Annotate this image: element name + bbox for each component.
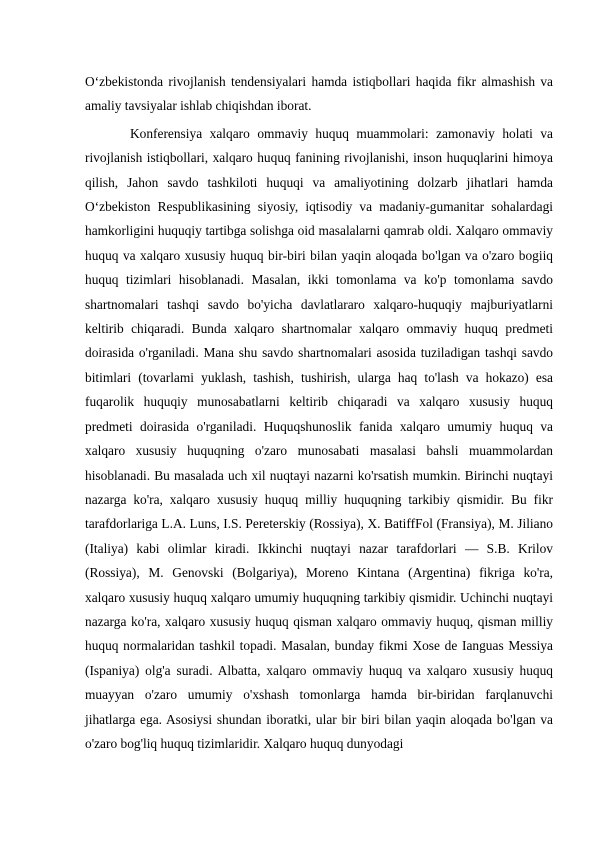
intro-paragraph: O‘zbekistonda rivojlanish tendensiyalari hamda istiqbollari haqida fikr almashish va amaliy tavsiyalar ishlab chiqishdan iborat. <box>85 74 553 114</box>
body-paragraph: Konferensiya xalqaro ommaviy huquq muammolari: zamonaviy holati va rivojlanish istiqbollari, xalqaro huquq fanining rivojlanishi, inson huquqlarini himoya qilish, Jahon savdo tashkiloti huquqi va amaliyotining dolzarb jihatlari hamda O‘zbekiston Respublikasining siyosiy, iqtisodiy va madaniy-gumanitar sohalardagi hamkorligini huquqiy tartibga solishga oid masalalarni qamrab oldi. Xalqaro ommaviy huquq va xalqaro xususiy huquq bir-biri bilan yaqin aloqada bo'lgan va o'zaro bogiiq huquq tizimlari hisoblanadi. Masalan, ikki tomonlama va ko'p tomonlama savdo shartnomalari tashqi savdo bo'yicha davlatlararo xalqaro-huquqiy majburiyatlarni keltirib chiqaradi. Bunda xalqaro shartnomalar xalqaro ommaviy huquq predmeti doirasida o'rganiladi. Mana shu savdo shartnomalari asosida tuziladigan tashqi savdo bitimlari (tovarlami yuklash, tashish, tushirish, ularga haq to'lash va hokazo) esa fuqarolik huquqiy munosabatlarni keltirib chiqaradi va xalqaro xususiy huquq predmeti doirasida o'rganiladi. Huquqshunoslik fanida xalqaro umumiy huquq va xalqaro xususiy huquqning o'zaro munosabati masalasi bahsli muammolardan hisoblanadi. Bu masalada uch xil nuqtayi nazarni ko'rsatish mumkin. Birinchi nuqtayi nazarga ko'ra, xalqaro xususiy huquq milliy huquqning tarkibiy qismidir. Bu fikr tarafdorlariga L.A. Luns, I.S. Pereterskiy (Rossiya), X. BatiffFol (Fransiya), M. Jiliano (Italiya) kabi olimlar kiradi. Ikkinchi nuqtayi nazar tarafdorlari — S.B. Krilov (Rossiya), M. Genovski (Bolgariya), Moreno Kintana (Argentina) fikriga ko'ra, xalqaro xususiy huquq xalqaro umumiy huquqning tarkibiy qismidir. Uchinchi nuqtayi nazarga ko'ra, xalqaro xususiy huquq qisman xalqaro ommaviy huquq, qisman milliy huquq normalaridan tashkil topadi. Masalan, bunday fikmi Xose de Ianguas Messiya (Ispaniya) olg'a suradi. Albatta, xalqaro ommaviy huquq va xalqaro xususiy huquq muayyan o'zaro umumiy o'xshash tomonlarga hamda bir-biridan farqlanuvchi jihatlarga ega. Asosiysi shundan iboratki, ular bir biri bilan yaqin aloqada bo'lgan va o'zaro bog'liq huquq tizimlaridir. Xalqaro huquq dunyodagi <box>85 125 553 751</box>
document-page <box>85 70 553 756</box>
